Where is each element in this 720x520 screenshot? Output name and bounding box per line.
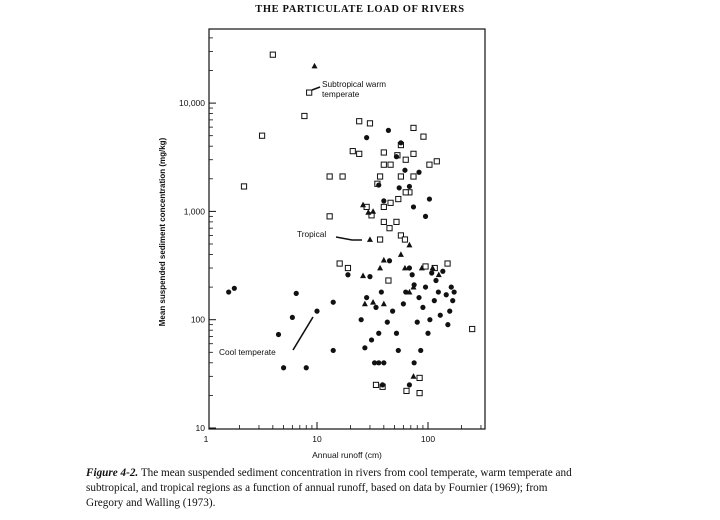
annotation-leader [293, 317, 313, 350]
data-point-circle [445, 322, 450, 327]
data-point-square [403, 190, 408, 195]
data-point-square [345, 265, 350, 270]
data-point-square [470, 326, 475, 331]
annotation-label: Tropical [297, 229, 327, 239]
data-point-circle [450, 298, 455, 303]
data-point-square [381, 219, 386, 224]
data-point-square [394, 219, 399, 224]
data-point-circle [425, 331, 430, 336]
data-point-circle [294, 291, 299, 296]
data-point-circle [440, 269, 445, 274]
data-point-square [340, 174, 345, 179]
data-point-circle [411, 204, 416, 209]
annotation-leader [336, 237, 362, 240]
data-point-circle [397, 185, 402, 190]
data-point-circle [386, 128, 391, 133]
data-point-triangle [362, 301, 368, 307]
data-point-circle [362, 345, 367, 350]
data-point-circle [398, 140, 403, 145]
data-point-square [241, 184, 246, 189]
data-point-circle [412, 360, 417, 365]
data-point-square [327, 174, 332, 179]
data-point-circle [444, 292, 449, 297]
data-point-circle [380, 382, 385, 387]
data-point-square [398, 174, 403, 179]
data-point-square [411, 125, 416, 130]
data-point-triangle [312, 63, 318, 69]
data-point-circle [423, 284, 428, 289]
data-point-circle [416, 295, 421, 300]
data-point-circle [452, 289, 457, 294]
x-tick-label: 10 [312, 434, 322, 444]
y-tick-label: 10,000 [179, 98, 205, 109]
data-point-circle [401, 301, 406, 306]
data-point-square [307, 90, 312, 95]
data-point-circle [447, 309, 452, 314]
data-point-circle [438, 313, 443, 318]
data-point-circle [390, 309, 395, 314]
data-points [226, 52, 475, 396]
annotation-label: Subtropical warm [322, 79, 387, 89]
annotation-label: temperate [322, 89, 360, 99]
data-point-circle [379, 289, 384, 294]
data-point-circle [385, 320, 390, 325]
data-point-square [357, 119, 362, 124]
data-point-circle [418, 348, 423, 353]
data-point-circle [376, 360, 381, 365]
caption-label: Figure 4-2. [86, 467, 139, 479]
running-head: THE PARTICULATE LOAD OF RIVERS [255, 4, 465, 15]
data-point-square [302, 113, 307, 118]
data-point-square [417, 375, 422, 380]
data-point-triangle [398, 251, 404, 257]
data-point-square [381, 204, 386, 209]
data-point-circle [281, 365, 286, 370]
x-axis-label: Annual runoff (cm) [312, 450, 382, 460]
data-point-square [337, 261, 342, 266]
data-point-circle [367, 274, 372, 279]
data-point-square [381, 150, 386, 155]
data-point-circle [427, 196, 432, 201]
data-point-circle [376, 182, 381, 187]
data-point-circle [364, 135, 369, 140]
data-point-circle [396, 348, 401, 353]
data-point-triangle [360, 272, 366, 278]
data-point-circle [381, 360, 386, 365]
data-point-circle [331, 348, 336, 353]
data-point-square [327, 214, 332, 219]
data-point-circle [423, 214, 428, 219]
figure-caption [86, 466, 586, 511]
data-point-circle [232, 286, 237, 291]
y-tick-label: 1,000 [183, 206, 205, 217]
data-point-triangle [377, 265, 383, 271]
data-point-circle [331, 300, 336, 305]
data-point-circle [449, 284, 454, 289]
data-point-circle [345, 272, 350, 277]
data-point-triangle [367, 236, 373, 242]
data-point-circle [314, 309, 319, 314]
data-point-square [377, 237, 382, 242]
data-point-triangle [370, 299, 376, 305]
data-point-square [270, 52, 275, 57]
data-point-circle [376, 331, 381, 336]
data-point-circle [381, 198, 386, 203]
data-point-square [381, 162, 386, 167]
data-point-square [403, 157, 408, 162]
data-point-circle [290, 315, 295, 320]
data-point-square [386, 278, 391, 283]
data-point-circle [433, 278, 438, 283]
data-point-square [388, 162, 393, 167]
data-point-square [417, 391, 422, 396]
data-point-square [411, 174, 416, 179]
data-point-square [421, 134, 426, 139]
data-point-square [377, 174, 382, 179]
data-point-square [357, 151, 362, 156]
x-tick-label: 1 [203, 434, 209, 444]
data-point-circle [432, 298, 437, 303]
data-point-square [367, 121, 372, 126]
data-point-square [402, 237, 407, 242]
annotation-leader [312, 87, 320, 90]
data-point-circle [427, 317, 432, 322]
data-point-square [259, 133, 264, 138]
data-point-square [427, 162, 432, 167]
data-point-circle [387, 258, 392, 263]
data-point-circle [402, 168, 407, 173]
data-point-circle [429, 270, 434, 275]
data-point-circle [364, 295, 369, 300]
data-point-square [423, 264, 428, 269]
data-point-triangle [381, 301, 387, 307]
data-point-square [396, 196, 401, 201]
data-point-circle [407, 184, 412, 189]
data-point-square [350, 149, 355, 154]
data-point-circle [394, 331, 399, 336]
data-point-circle [416, 170, 421, 175]
data-point-square [373, 382, 378, 387]
caption-text: The mean suspended sediment concentration in rivers from cool temperate, warm temperate and subtropical, and tropical regions as a function of annual runoff, based on data by Fournier (1969); from Gregory and Walling (1973). [86, 467, 572, 509]
data-point-square [434, 159, 439, 164]
y-tick-label: 10 [195, 423, 205, 433]
data-point-square [411, 151, 416, 156]
annotation-label: Cool temperate [219, 347, 276, 357]
data-point-circle [226, 289, 231, 294]
y-tick-label: 100 [190, 314, 205, 325]
x-axis [204, 422, 481, 444]
x-tick-label: 100 [420, 434, 436, 444]
data-point-circle [420, 305, 425, 310]
data-point-triangle [370, 208, 376, 214]
data-point-circle [369, 337, 374, 342]
data-point-triangle [410, 373, 416, 379]
data-point-circle [394, 154, 399, 159]
data-point-circle [415, 320, 420, 325]
data-point-square [388, 200, 393, 205]
data-point-circle [359, 317, 364, 322]
y-axis-label: Mean suspended sediment concentration (mg/kg) [158, 137, 167, 327]
data-point-square [404, 388, 409, 393]
data-point-circle [373, 305, 378, 310]
data-point-circle [407, 382, 412, 387]
data-point-circle [410, 272, 415, 277]
y-axis [179, 38, 216, 433]
data-point-square [445, 261, 450, 266]
data-point-circle [436, 289, 441, 294]
data-point-square [387, 226, 392, 231]
data-point-triangle [381, 257, 387, 263]
data-point-circle [276, 332, 281, 337]
data-point-circle [304, 365, 309, 370]
